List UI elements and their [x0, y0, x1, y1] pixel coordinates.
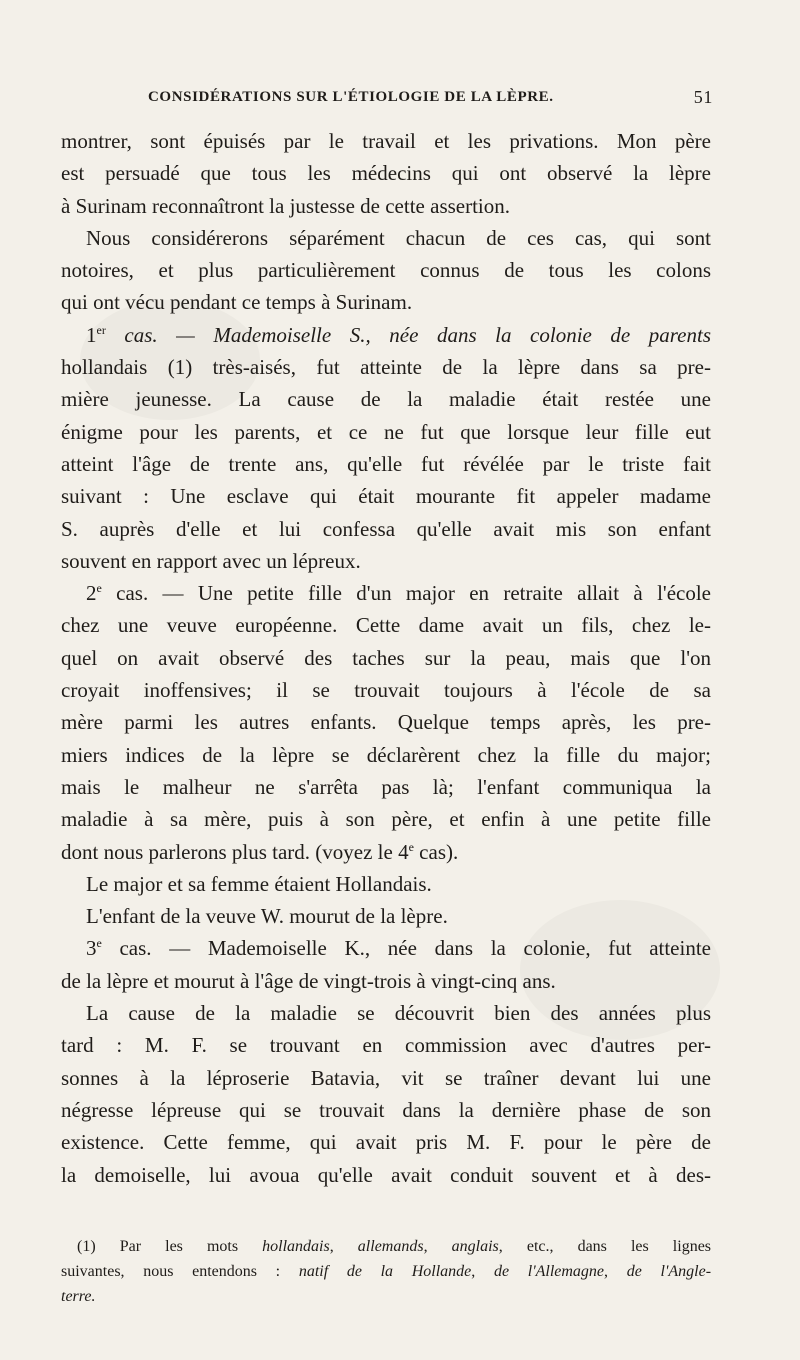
text-line: énigme pour les parents, et ce ne fut que lorsque leur fille eut — [61, 419, 711, 444]
footnote-line — [61, 1234, 711, 1259]
text-line: mère parmi les autres enfants. Quelque temps après, les pre- — [61, 710, 711, 735]
case-line-text: cas. — Mademoiselle S., née dans la colonie de parents — [124, 322, 711, 347]
text-line: négresse lépreuse qui se trouvait dans la dernière phase de son — [61, 1097, 711, 1122]
text-line: est persuadé que tous les médecins qui ont observé la lèpre — [61, 161, 711, 186]
text-line: mais le malheur ne s'arrêta pas là; l'enfant communiqua la — [61, 774, 711, 799]
running-header — [148, 89, 713, 111]
footnote-text: , etc., dans les lignes — [498, 1238, 712, 1255]
text-line: Le major et sa femme étaient Hollandais. — [86, 871, 432, 896]
text-line: tard : M. F. se trouvant en commission avec d'autres per- — [61, 1033, 711, 1058]
text-line: la demoiselle, lui avoua qu'elle avait conduit souvent et à des- — [61, 1162, 711, 1187]
text-line: miers indices de la lèpre se déclarèrent chez la fille du major; — [61, 742, 711, 767]
text-line: croyait inoffensives; il se trouvait toujours à l'école de sa — [61, 678, 711, 703]
running-title: CONSIDÉRATIONS SUR L'ÉTIOLOGIE DE LA LÈPRE. — [148, 89, 554, 105]
text-line: L'enfant de la veuve W. mourut de la lèpre. — [86, 904, 448, 929]
footnote-term: hollandais — [262, 1238, 330, 1255]
case-line-text: cas. — Mademoiselle K., née dans la colonie, fut atteinte — [119, 936, 711, 961]
text-line: existence. Cette femme, qui avait pris M. F. pour le père de — [61, 1130, 711, 1155]
footnote-term: de l'Allemagne — [493, 1263, 605, 1280]
text-line: atteint l'âge de trente ans, qu'elle fut révélée par le triste fait — [61, 451, 711, 476]
text-line — [61, 932, 711, 964]
footnote-line — [61, 1259, 711, 1284]
ref-tail: cas). — [413, 839, 459, 864]
line-text: dont nous parlerons plus tard. (voyez le — [61, 839, 393, 864]
case-ordinal: er — [96, 322, 106, 337]
footnote-text: , — [471, 1263, 494, 1280]
footnote-text: , — [329, 1238, 358, 1255]
footnote — [61, 1234, 711, 1309]
footnote-term: de l'Angle- — [626, 1263, 712, 1280]
case-ordinal: e — [96, 936, 102, 951]
footnote-text: , — [423, 1238, 452, 1255]
text-line: S. auprès d'elle et lui confessa qu'elle avait mis son enfant — [61, 516, 711, 541]
page-number: 51 — [693, 87, 713, 107]
text-line: chez une veuve européenne. Cette dame avait un fils, chez le- — [61, 613, 711, 638]
text-line: hollandais (1) très-aisés, fut atteinte de la lèpre dans sa pre- — [61, 355, 711, 380]
text-line: sonnes à la léproserie Batavia, vit se traîner devant lui une — [61, 1065, 711, 1090]
text-line: notoires, et plus particulièrement connus de tous les colons — [61, 258, 711, 283]
ref-ordinal: e — [408, 839, 414, 854]
text-line: à Surinam reconnaîtront la justesse de cette assertion. — [61, 193, 511, 218]
text-line: souvent en rapport avec un lépreux. — [61, 548, 361, 573]
footnote-text: , — [604, 1263, 627, 1280]
footnote-term: terre. — [61, 1288, 96, 1305]
case-number: 3 — [86, 936, 97, 961]
text-line: suivant : Une esclave qui était mourante fit appeler madame — [61, 484, 711, 509]
ref-number: 4 — [398, 839, 409, 864]
text-line: quel on avait observé des taches sur la peau, mais que l'on — [61, 645, 711, 670]
case-line-text: cas. — Une petite fille d'un major en retraite allait à l'école — [116, 581, 711, 606]
footnote-text: (1) Par les mots — [77, 1238, 263, 1255]
footnote-text: suivantes, nous entendons : — [61, 1263, 299, 1280]
text-line: maladie à sa mère, puis à son père, et enfin à une petite fille — [61, 807, 711, 832]
body-text — [61, 125, 711, 1191]
case-ordinal: e — [96, 581, 102, 596]
text-line: montrer, sont épuisés par le travail et les privations. Mon père — [61, 129, 711, 153]
footnote-line — [61, 1284, 711, 1309]
text-line: qui ont vécu pendant ce temps à Surinam. — [61, 290, 413, 315]
footnote-term: anglais — [451, 1238, 499, 1255]
text-line: Nous considérerons séparément chacun de ces cas, qui sont — [86, 225, 711, 250]
footnote-term: allemands — [357, 1238, 424, 1255]
footnote-term: natif de la Hollande — [298, 1263, 472, 1280]
case-number: 2 — [86, 581, 97, 606]
case-number: 1 — [86, 322, 97, 347]
text-line: mière jeunesse. La cause de la maladie était restée une — [61, 387, 711, 412]
text-line — [61, 577, 711, 609]
text-line: La cause de la maladie se découvrit bien des années plus — [86, 1001, 711, 1026]
text-line — [61, 319, 711, 351]
text-line: de la lèpre et mourut à l'âge de vingt-trois à vingt-cinq ans. — [61, 968, 556, 993]
text-line — [61, 836, 711, 868]
